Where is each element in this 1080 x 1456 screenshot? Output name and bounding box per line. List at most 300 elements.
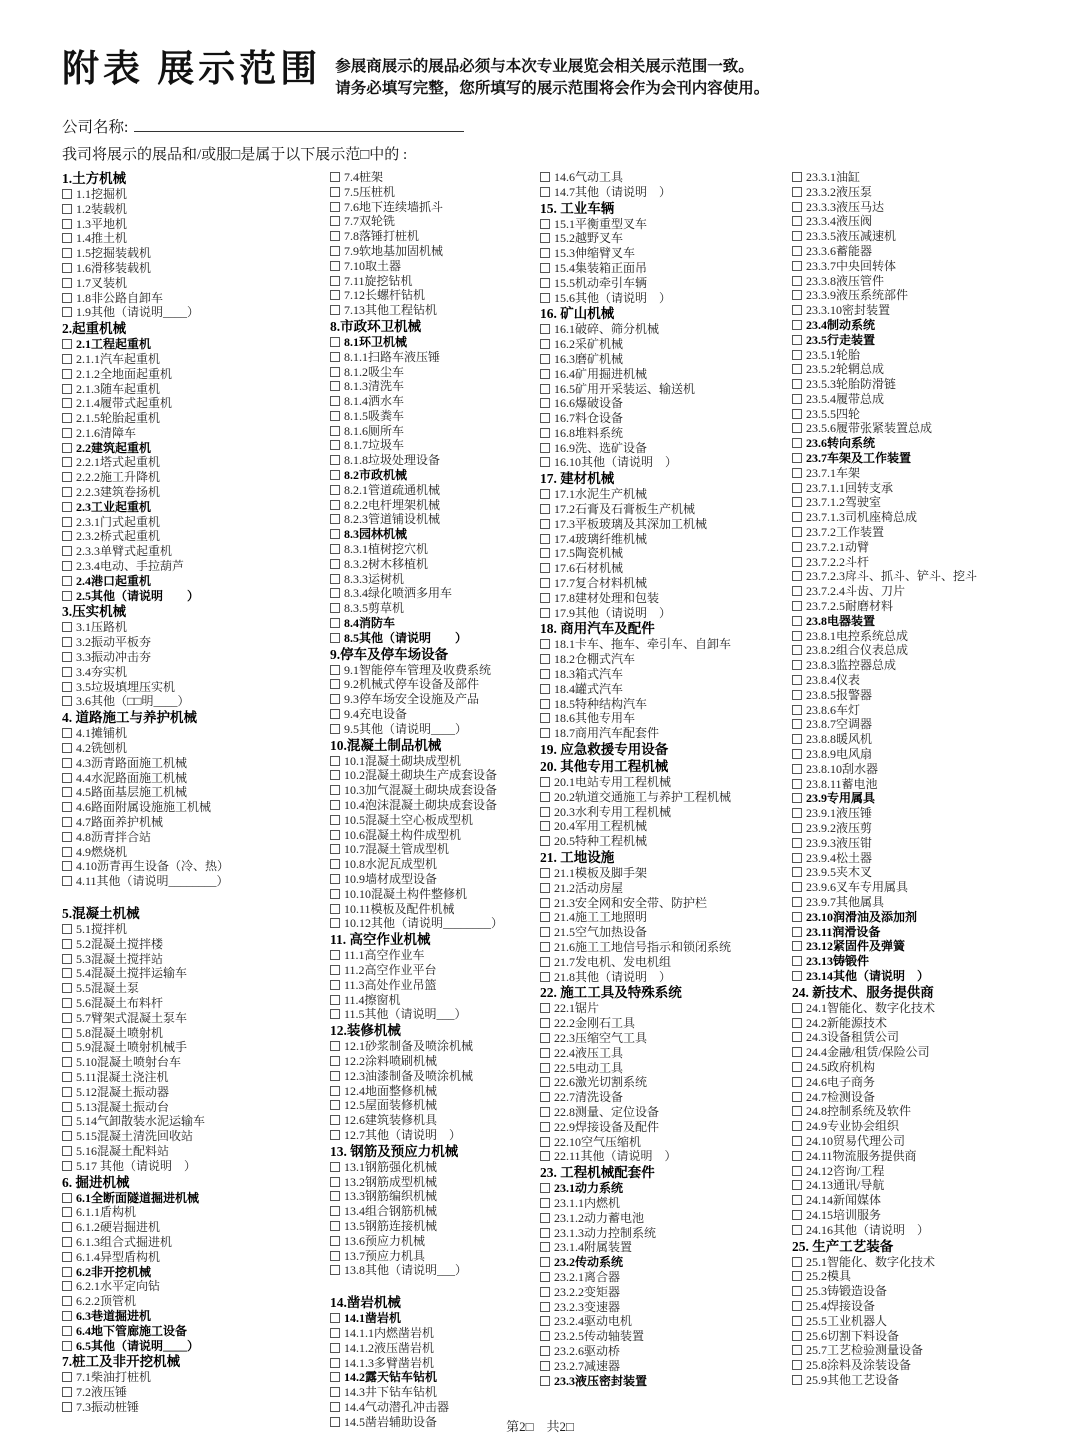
checkbox-icon[interactable] (540, 1092, 550, 1102)
checkbox-icon[interactable] (330, 980, 340, 990)
checkbox-icon[interactable] (330, 381, 340, 391)
checkbox-icon[interactable] (62, 189, 72, 199)
checkbox-icon[interactable] (540, 898, 550, 908)
checkbox-icon[interactable] (792, 1257, 802, 1267)
checkbox-icon[interactable] (792, 290, 802, 300)
checkbox-icon[interactable] (62, 517, 72, 527)
checkbox-icon[interactable] (792, 867, 802, 877)
checkbox-icon[interactable] (540, 233, 550, 243)
checkbox-icon[interactable] (62, 1387, 72, 1397)
checkbox-icon[interactable] (540, 593, 550, 603)
checkbox-icon[interactable] (330, 950, 340, 960)
checkbox-icon[interactable] (792, 1210, 802, 1220)
checkbox-icon[interactable] (792, 1286, 802, 1296)
checkbox-icon[interactable] (62, 457, 72, 467)
checkbox-icon[interactable] (540, 339, 550, 349)
checkbox-icon[interactable] (330, 455, 340, 465)
checkbox-icon[interactable] (540, 1361, 550, 1371)
checkbox-icon[interactable] (792, 1018, 802, 1028)
checkbox-icon[interactable] (540, 1346, 550, 1356)
checkbox-icon[interactable] (792, 438, 802, 448)
checkbox-icon[interactable] (540, 608, 550, 618)
checkbox-icon[interactable] (330, 588, 340, 598)
checkbox-icon[interactable] (792, 897, 802, 907)
checkbox-icon[interactable] (540, 443, 550, 453)
checkbox-icon[interactable] (540, 713, 550, 723)
checkbox-icon[interactable] (540, 1272, 550, 1282)
checkbox-icon[interactable] (792, 1195, 802, 1205)
checkbox-icon[interactable] (540, 639, 550, 649)
checkbox-icon[interactable] (62, 413, 72, 423)
checkbox-icon[interactable] (792, 1316, 802, 1326)
checkbox-icon[interactable] (540, 868, 550, 878)
checkbox-icon[interactable] (792, 616, 802, 626)
checkbox-icon[interactable] (330, 1056, 340, 1066)
checkbox-icon[interactable] (330, 187, 340, 197)
checkbox-icon[interactable] (62, 428, 72, 438)
checkbox-icon[interactable] (540, 1228, 550, 1238)
checkbox-icon[interactable] (62, 1296, 72, 1306)
checkbox-icon[interactable] (330, 1086, 340, 1096)
checkbox-icon[interactable] (330, 800, 340, 810)
checkbox-icon[interactable] (792, 631, 802, 641)
checkbox-icon[interactable] (540, 684, 550, 694)
checkbox-icon[interactable] (62, 622, 72, 632)
checkbox-icon[interactable] (330, 1358, 340, 1368)
checkbox-icon[interactable] (792, 645, 802, 655)
checkbox-icon[interactable] (540, 972, 550, 982)
checkbox-icon[interactable] (540, 654, 550, 664)
checkbox-icon[interactable] (62, 817, 72, 827)
checkbox-icon[interactable] (330, 1115, 340, 1125)
checkbox-icon[interactable] (330, 1130, 340, 1140)
checkbox-icon[interactable] (62, 1237, 72, 1247)
checkbox-icon[interactable] (792, 497, 802, 507)
checkbox-icon[interactable] (62, 1252, 72, 1262)
checkbox-icon[interactable] (792, 394, 802, 404)
checkbox-icon[interactable] (792, 601, 802, 611)
checkbox-icon[interactable] (62, 1087, 72, 1097)
checkbox-icon[interactable] (330, 603, 340, 613)
checkbox-icon[interactable] (792, 912, 802, 922)
checkbox-icon[interactable] (792, 823, 802, 833)
checkbox-icon[interactable] (792, 320, 802, 330)
checkbox-icon[interactable] (540, 1213, 550, 1223)
checkbox-icon[interactable] (540, 1257, 550, 1267)
checkbox-icon[interactable] (62, 263, 72, 273)
checkbox-icon[interactable] (540, 548, 550, 558)
checkbox-icon[interactable] (330, 770, 340, 780)
checkbox-icon[interactable] (792, 542, 802, 552)
checkbox-icon[interactable] (330, 1265, 340, 1275)
checkbox-icon[interactable] (540, 187, 550, 197)
checkbox-icon[interactable] (62, 1281, 72, 1291)
checkbox-icon[interactable] (330, 470, 340, 480)
checkbox-icon[interactable] (540, 219, 550, 229)
checkbox-icon[interactable] (62, 1102, 72, 1112)
checkbox-icon[interactable] (62, 591, 72, 601)
checkbox-icon[interactable] (540, 1242, 550, 1252)
checkbox-icon[interactable] (330, 396, 340, 406)
checkbox-icon[interactable] (330, 1313, 340, 1323)
checkbox-icon[interactable] (62, 1042, 72, 1052)
checkbox-icon[interactable] (330, 1071, 340, 1081)
checkbox-icon[interactable] (540, 699, 550, 709)
checkbox-icon[interactable] (62, 1402, 72, 1412)
checkbox-icon[interactable] (62, 1013, 72, 1023)
checkbox-icon[interactable] (792, 764, 802, 774)
checkbox-icon[interactable] (792, 941, 802, 951)
checkbox-icon[interactable] (792, 1003, 802, 1013)
checkbox-icon[interactable] (540, 883, 550, 893)
checkbox-icon[interactable] (792, 1092, 802, 1102)
checkbox-icon[interactable] (62, 939, 72, 949)
checkbox-icon[interactable] (540, 777, 550, 787)
checkbox-icon[interactable] (62, 1372, 72, 1382)
checkbox-icon[interactable] (540, 457, 550, 467)
checkbox-icon[interactable] (62, 954, 72, 964)
checkbox-icon[interactable] (62, 696, 72, 706)
checkbox-icon[interactable] (540, 1137, 550, 1147)
checkbox-icon[interactable] (62, 861, 72, 871)
checkbox-icon[interactable] (792, 734, 802, 744)
checkbox-icon[interactable] (330, 1221, 340, 1231)
checkbox-icon[interactable] (330, 665, 340, 675)
checkbox-icon[interactable] (62, 876, 72, 886)
checkbox-icon[interactable] (792, 364, 802, 374)
checkbox-icon[interactable] (540, 807, 550, 817)
checkbox-icon[interactable] (540, 1003, 550, 1013)
checkbox-icon[interactable] (792, 276, 802, 286)
checkbox-icon[interactable] (540, 578, 550, 588)
checkbox-icon[interactable] (792, 216, 802, 226)
company-name-field[interactable] (134, 115, 464, 132)
checkbox-icon[interactable] (62, 667, 72, 677)
checkbox-icon[interactable] (792, 453, 802, 463)
checkbox-icon[interactable] (540, 398, 550, 408)
checkbox-icon[interactable] (330, 261, 340, 271)
checkbox-icon[interactable] (62, 1131, 72, 1141)
checkbox-icon[interactable] (540, 957, 550, 967)
checkbox-icon[interactable] (62, 1193, 72, 1203)
checkbox-icon[interactable] (330, 290, 340, 300)
checkbox-icon[interactable] (792, 483, 802, 493)
checkbox-icon[interactable] (62, 472, 72, 482)
checkbox-icon[interactable] (792, 172, 802, 182)
checkbox-icon[interactable] (540, 172, 550, 182)
checkbox-icon[interactable] (62, 531, 72, 541)
checkbox-icon[interactable] (62, 502, 72, 512)
checkbox-icon[interactable] (792, 409, 802, 419)
checkbox-icon[interactable] (330, 276, 340, 286)
checkbox-icon[interactable] (330, 918, 340, 928)
checkbox-icon[interactable] (792, 187, 802, 197)
checkbox-icon[interactable] (330, 352, 340, 362)
checkbox-icon[interactable] (330, 679, 340, 689)
checkbox-icon[interactable] (62, 743, 72, 753)
checkbox-icon[interactable] (62, 1072, 72, 1082)
checkbox-icon[interactable] (792, 660, 802, 670)
checkbox-icon[interactable] (792, 882, 802, 892)
checkbox-icon[interactable] (792, 956, 802, 966)
checkbox-icon[interactable] (792, 246, 802, 256)
checkbox-icon[interactable] (330, 1387, 340, 1397)
checkbox-icon[interactable] (330, 618, 340, 628)
checkbox-icon[interactable] (540, 519, 550, 529)
checkbox-icon[interactable] (330, 1177, 340, 1187)
checkbox-icon[interactable] (330, 995, 340, 1005)
checkbox-icon[interactable] (62, 802, 72, 812)
checkbox-icon[interactable] (330, 724, 340, 734)
checkbox-icon[interactable] (792, 1032, 802, 1042)
checkbox-icon[interactable] (540, 278, 550, 288)
checkbox-icon[interactable] (540, 927, 550, 937)
checkbox-icon[interactable] (540, 942, 550, 952)
checkbox-icon[interactable] (62, 278, 72, 288)
checkbox-icon[interactable] (330, 844, 340, 854)
checkbox-icon[interactable] (792, 719, 802, 729)
checkbox-icon[interactable] (62, 652, 72, 662)
checkbox-icon[interactable] (330, 1191, 340, 1201)
checkbox-icon[interactable] (540, 248, 550, 258)
checkbox-icon[interactable] (792, 971, 802, 981)
checkbox-icon[interactable] (540, 1287, 550, 1297)
checkbox-icon[interactable] (62, 832, 72, 842)
checkbox-icon[interactable] (792, 1225, 802, 1235)
checkbox-icon[interactable] (792, 586, 802, 596)
checkbox-icon[interactable] (330, 500, 340, 510)
checkbox-icon[interactable] (540, 1048, 550, 1058)
checkbox-icon[interactable] (330, 694, 340, 704)
checkbox-icon[interactable] (540, 293, 550, 303)
checkbox-icon[interactable] (792, 379, 802, 389)
checkbox-icon[interactable] (540, 489, 550, 499)
checkbox-icon[interactable] (330, 1251, 340, 1261)
checkbox-icon[interactable] (62, 758, 72, 768)
checkbox-icon[interactable] (792, 1331, 802, 1341)
checkbox-icon[interactable] (540, 1183, 550, 1193)
checkbox-icon[interactable] (330, 529, 340, 539)
checkbox-icon[interactable] (792, 1301, 802, 1311)
checkbox-icon[interactable] (792, 527, 802, 537)
checkbox-icon[interactable] (540, 1331, 550, 1341)
checkbox-icon[interactable] (792, 1375, 802, 1385)
checkbox-icon[interactable] (330, 904, 340, 914)
checkbox-icon[interactable] (62, 293, 72, 303)
checkbox-icon[interactable] (62, 1028, 72, 1038)
checkbox-icon[interactable] (330, 1372, 340, 1382)
checkbox-icon[interactable] (62, 1116, 72, 1126)
checkbox-icon[interactable] (330, 1041, 340, 1051)
checkbox-icon[interactable] (330, 367, 340, 377)
checkbox-icon[interactable] (792, 557, 802, 567)
checkbox-icon[interactable] (62, 983, 72, 993)
checkbox-icon[interactable] (792, 705, 802, 715)
checkbox-icon[interactable] (330, 440, 340, 450)
checkbox-icon[interactable] (62, 968, 72, 978)
checkbox-icon[interactable] (330, 574, 340, 584)
checkbox-icon[interactable] (330, 965, 340, 975)
checkbox-icon[interactable] (540, 728, 550, 738)
checkbox-icon[interactable] (62, 924, 72, 934)
checkbox-icon[interactable] (62, 1146, 72, 1156)
checkbox-icon[interactable] (540, 1376, 550, 1386)
checkbox-icon[interactable] (540, 821, 550, 831)
checkbox-icon[interactable] (792, 749, 802, 759)
checkbox-icon[interactable] (330, 544, 340, 554)
checkbox-icon[interactable] (540, 912, 550, 922)
checkbox-icon[interactable] (330, 485, 340, 495)
checkbox-icon[interactable] (792, 808, 802, 818)
checkbox-icon[interactable] (62, 637, 72, 647)
checkbox-icon[interactable] (62, 384, 72, 394)
checkbox-icon[interactable] (330, 231, 340, 241)
checkbox-icon[interactable] (330, 633, 340, 643)
checkbox-icon[interactable] (792, 675, 802, 685)
checkbox-icon[interactable] (540, 1316, 550, 1326)
checkbox-icon[interactable] (330, 1343, 340, 1353)
checkbox-icon[interactable] (330, 411, 340, 421)
checkbox-icon[interactable] (330, 889, 340, 899)
checkbox-icon[interactable] (540, 534, 550, 544)
checkbox-icon[interactable] (62, 219, 72, 229)
checkbox-icon[interactable] (792, 1106, 802, 1116)
checkbox-icon[interactable] (540, 354, 550, 364)
checkbox-icon[interactable] (330, 815, 340, 825)
checkbox-icon[interactable] (540, 263, 550, 273)
checkbox-icon[interactable] (792, 690, 802, 700)
checkbox-icon[interactable] (792, 927, 802, 937)
checkbox-icon[interactable] (330, 216, 340, 226)
checkbox-icon[interactable] (792, 853, 802, 863)
checkbox-icon[interactable] (62, 1222, 72, 1232)
checkbox-icon[interactable] (540, 324, 550, 334)
checkbox-icon[interactable] (792, 793, 802, 803)
checkbox-icon[interactable] (62, 398, 72, 408)
checkbox-icon[interactable] (62, 787, 72, 797)
checkbox-icon[interactable] (62, 233, 72, 243)
checkbox-icon[interactable] (330, 246, 340, 256)
checkbox-icon[interactable] (62, 546, 72, 556)
checkbox-icon[interactable] (792, 1151, 802, 1161)
checkbox-icon[interactable] (330, 709, 340, 719)
checkbox-icon[interactable] (792, 512, 802, 522)
checkbox-icon[interactable] (330, 756, 340, 766)
checkbox-icon[interactable] (540, 1063, 550, 1073)
checkbox-icon[interactable] (330, 1236, 340, 1246)
checkbox-icon[interactable] (792, 423, 802, 433)
checkbox-icon[interactable] (62, 1341, 72, 1351)
checkbox-icon[interactable] (62, 847, 72, 857)
checkbox-icon[interactable] (62, 1267, 72, 1277)
checkbox-icon[interactable] (540, 792, 550, 802)
checkbox-icon[interactable] (62, 728, 72, 738)
checkbox-icon[interactable] (792, 261, 802, 271)
checkbox-icon[interactable] (792, 1180, 802, 1190)
checkbox-icon[interactable] (540, 1107, 550, 1117)
checkbox-icon[interactable] (330, 337, 340, 347)
checkbox-icon[interactable] (540, 836, 550, 846)
checkbox-icon[interactable] (792, 838, 802, 848)
checkbox-icon[interactable] (62, 339, 72, 349)
checkbox-icon[interactable] (62, 1326, 72, 1336)
checkbox-icon[interactable] (62, 773, 72, 783)
checkbox-icon[interactable] (540, 1018, 550, 1028)
checkbox-icon[interactable] (792, 1062, 802, 1072)
checkbox-icon[interactable] (330, 785, 340, 795)
checkbox-icon[interactable] (540, 1077, 550, 1087)
checkbox-icon[interactable] (330, 1206, 340, 1216)
checkbox-icon[interactable] (62, 682, 72, 692)
checkbox-icon[interactable] (62, 561, 72, 571)
checkbox-icon[interactable] (540, 1302, 550, 1312)
checkbox-icon[interactable] (330, 1100, 340, 1110)
checkbox-icon[interactable] (792, 1360, 802, 1370)
checkbox-icon[interactable] (330, 859, 340, 869)
checkbox-icon[interactable] (330, 874, 340, 884)
checkbox-icon[interactable] (62, 307, 72, 317)
checkbox-icon[interactable] (792, 779, 802, 789)
checkbox-icon[interactable] (792, 202, 802, 212)
checkbox-icon[interactable] (330, 1162, 340, 1172)
checkbox-icon[interactable] (792, 1271, 802, 1281)
checkbox-icon[interactable] (792, 1121, 802, 1131)
checkbox-icon[interactable] (62, 1311, 72, 1321)
checkbox-icon[interactable] (62, 998, 72, 1008)
checkbox-icon[interactable] (540, 384, 550, 394)
checkbox-icon[interactable] (540, 669, 550, 679)
checkbox-icon[interactable] (540, 1122, 550, 1132)
checkbox-icon[interactable] (540, 1033, 550, 1043)
checkbox-icon[interactable] (540, 428, 550, 438)
checkbox-icon[interactable] (62, 1057, 72, 1067)
checkbox-icon[interactable] (540, 504, 550, 514)
checkbox-icon[interactable] (540, 563, 550, 573)
checkbox-icon[interactable] (62, 248, 72, 258)
checkbox-icon[interactable] (792, 1345, 802, 1355)
checkbox-icon[interactable] (330, 514, 340, 524)
checkbox-icon[interactable] (330, 305, 340, 315)
checkbox-icon[interactable] (540, 1151, 550, 1161)
checkbox-icon[interactable] (62, 354, 72, 364)
checkbox-icon[interactable] (792, 1166, 802, 1176)
checkbox-icon[interactable] (792, 1047, 802, 1057)
checkbox-icon[interactable] (62, 1207, 72, 1217)
checkbox-icon[interactable] (792, 1136, 802, 1146)
checkbox-icon[interactable] (62, 1161, 72, 1171)
checkbox-icon[interactable] (62, 576, 72, 586)
checkbox-icon[interactable] (330, 830, 340, 840)
checkbox-icon[interactable] (792, 571, 802, 581)
checkbox-icon[interactable] (330, 426, 340, 436)
checkbox-icon[interactable] (792, 350, 802, 360)
checkbox-icon[interactable] (792, 468, 802, 478)
checkbox-icon[interactable] (792, 335, 802, 345)
checkbox-icon[interactable] (330, 559, 340, 569)
checkbox-icon[interactable] (540, 369, 550, 379)
checkbox-icon[interactable] (330, 1009, 340, 1019)
checkbox-icon[interactable] (540, 1198, 550, 1208)
checkbox-icon[interactable] (792, 1077, 802, 1087)
checkbox-icon[interactable] (330, 202, 340, 212)
checkbox-icon[interactable] (792, 305, 802, 315)
checkbox-icon[interactable] (330, 1402, 340, 1412)
checkbox-icon[interactable] (540, 413, 550, 423)
checkbox-icon[interactable] (62, 204, 72, 214)
checkbox-icon[interactable] (330, 1328, 340, 1338)
checkbox-icon[interactable] (62, 443, 72, 453)
checkbox-icon[interactable] (330, 172, 340, 182)
